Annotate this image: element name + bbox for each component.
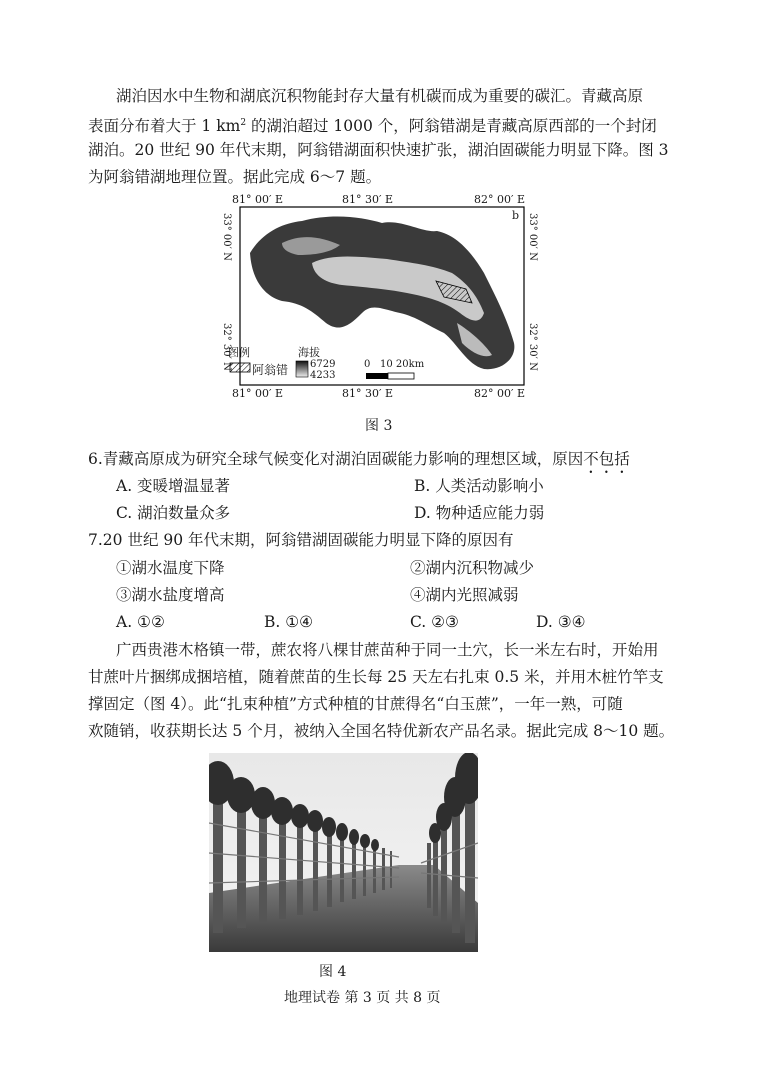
intro2-line3: 撑固定（图 4）。此“扎束种植”方式种植的甘蔗得名“白玉蔗”，一年一熟，可随 (88, 695, 623, 713)
q6-option-d: D. 物种适应能力弱 (414, 504, 545, 522)
figure4-photo (209, 753, 478, 952)
legend-hatch-swatch (230, 363, 250, 372)
intro2-line4: 欢随销，收获期长达 5 个月，被纳入全国名特优新农产品名录。据此完成 8～10 题。 (88, 722, 675, 740)
lat-right-1: 33° 00′ N (527, 213, 538, 261)
lat-right-2: 32° 30′ N (527, 323, 538, 371)
elevation-title: 海拔 (298, 346, 320, 359)
top-lon-1: 81° 00′ E (232, 193, 284, 206)
q7-option-a: A. ①② (116, 613, 165, 631)
elevation-ramp (296, 361, 308, 377)
q6-option-b: B. 人类活动影响小 (414, 477, 544, 495)
top-lon-3: 82° 00′ E (474, 193, 526, 206)
q7-item-1: ①湖水温度下降 (116, 559, 225, 577)
figure4-caption: 图 4 (319, 964, 347, 980)
figure3-map (221, 193, 538, 400)
q6-stem-main: 6.青藏高原成为研究全球气候变化对湖泊固碳能力影响的理想区域，原因 (88, 450, 584, 468)
elev-low: 4233 (310, 370, 336, 381)
q6-option-a: A. 变暖增温显著 (116, 477, 231, 495)
q6-stem-emphasis: 不包括 (583, 450, 630, 468)
q6-option-c: C. 湖泊数量众多 (116, 504, 231, 522)
bottom-lon-1: 81° 00′ E (232, 387, 284, 400)
q7-option-c: C. ②③ (410, 613, 459, 631)
scale-labels: 10 20km (380, 359, 425, 370)
top-lon-2: 81° 30′ E (342, 193, 394, 206)
intro2-line1: 广西贵港木格镇一带，蔗农将八棵甘蔗苗种于同一土穴，长一米左右时，开始用 (116, 641, 659, 659)
q7-item-3: ③湖水盐度增高 (116, 586, 225, 604)
intro1-line2b: 的湖泊超过 1000 个，阿翁错湖是青藏高原西部的一个封闭 (246, 117, 657, 136)
intro1-line2 (88, 113, 657, 136)
intro2-line2: 甘蔗叶片捆绑成捆培植，随着蔗苗的生长每 25 天左右扎束 0.5 米，并用木桩竹竿支 (88, 668, 664, 686)
sugarcane-photo-graphic (209, 753, 478, 952)
intro1-line1: 湖泊因水中生物和湖底沉积物能封存大量有机碳而成为重要的碳汇。青藏高原 (116, 87, 644, 105)
page-footer: 地理试卷 第 3 页 共 8 页 (284, 990, 441, 1006)
q6-stem (88, 449, 630, 477)
km-superscript: 2 (240, 118, 247, 128)
lat-left-2: 32° 30′ N (221, 323, 232, 371)
figure3-caption: 图 3 (365, 418, 393, 434)
bottom-lon-2: 81° 30′ E (342, 387, 394, 400)
scale-zero: 0 (364, 359, 371, 370)
scalebar-light (388, 373, 414, 379)
q7-stem: 7.20 世纪 90 年代末期，阿翁错湖固碳能力明显下降的原因有 (88, 531, 514, 549)
scalebar-dark (366, 373, 388, 379)
q7-option-b: B. ①④ (264, 613, 314, 631)
intro1-line2a: 表面分布着大于 1 km (88, 117, 241, 136)
q7-item-2: ②湖内沉积物减少 (410, 559, 535, 577)
intro1-line4: 为阿翁错湖地理位置。据此完成 6～7 题。 (88, 168, 382, 186)
legend-item: 阿翁错 (252, 363, 289, 377)
q7-option-d: D. ③④ (536, 613, 586, 631)
lat-left-1: 33° 00′ N (221, 213, 232, 261)
q7-item-4: ④湖内光照减弱 (410, 586, 519, 604)
intro1-line3: 湖泊。20 世纪 90 年代末期，阿翁错湖面积快速扩张，湖泊固碳能力明显下降。图 3 (88, 141, 669, 159)
bottom-lon-3: 82° 00′ E (474, 387, 526, 400)
legend-title: 图例 (228, 346, 250, 359)
elev-high: 6729 (310, 359, 336, 370)
panel-label: b (512, 209, 520, 222)
